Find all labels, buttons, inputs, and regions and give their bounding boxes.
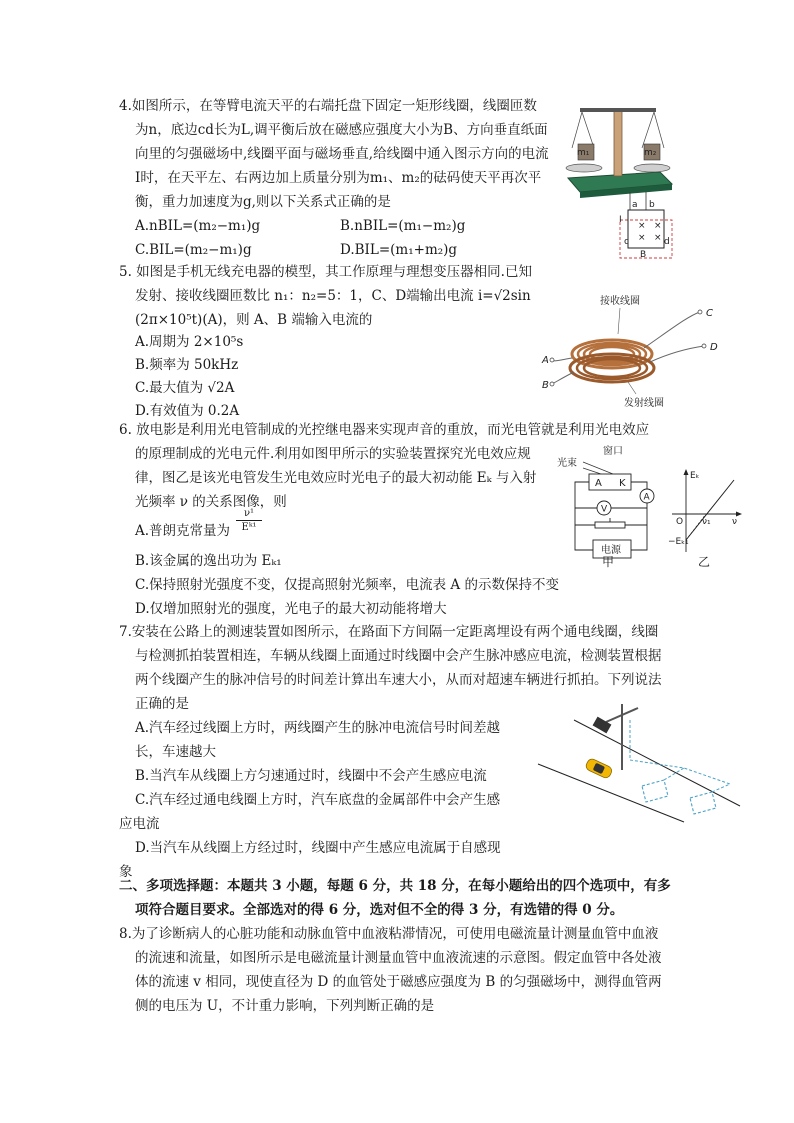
- q4-option-c: C.BIL=(m₂−m₁)g: [135, 242, 252, 258]
- q7-stem-line-1: 7.安装在公路上的测速装置如图所示，在路面下方间隔一定距离埋设有两个通电线圈，线圈: [119, 624, 659, 640]
- current-balance-figure: [560, 92, 678, 264]
- q6-option-c: C.保持照射光强度不变，仅提高照射光频率，电流表 A 的示数保持不变: [135, 577, 559, 593]
- label-current-i: I: [619, 215, 622, 225]
- q4-option-d: D.BIL=(m₁+m₂)g: [340, 242, 458, 258]
- q6-stem-line-3: 律，图乙是该光电管发生光电效应时光电子的最大初动能 Eₖ 与入射: [135, 470, 537, 486]
- label-c: c: [624, 237, 629, 247]
- q6-option-a-numerator: ν¹: [236, 508, 262, 521]
- q8-stem-line-4: 侧的电压为 U，不计重力影响，下列判断正确的是: [135, 998, 435, 1014]
- induction-coil-2: [690, 792, 716, 814]
- field-cross-3: ×: [638, 233, 646, 243]
- induction-coil-1: [642, 780, 668, 802]
- graph-x-tick: ν₁: [702, 517, 711, 527]
- field-cross-4: ×: [654, 233, 662, 243]
- graph-y-label: Eₖ: [690, 471, 700, 481]
- q6-option-a-prefix: A.普朗克常量为: [135, 523, 231, 539]
- terminal-c: C: [706, 308, 713, 319]
- q4-stem-line-2: 为n，底边cd长为L,调平衡后放在磁感应强度大小为B、方向垂直纸面: [135, 122, 548, 138]
- q4-option-a: A.nBIL=(m₂−m₁)g: [135, 218, 261, 234]
- q7-option-a-line-2: 长，车速越大: [135, 744, 216, 760]
- terminal-d: D: [710, 342, 718, 353]
- power-source-label: 电源: [601, 545, 621, 556]
- q7-option-a-line-1: A.汽车经过线圈上方时，两线圈产生的脉冲电流信号时间差越: [135, 720, 501, 736]
- q5-option-c: C.最大值为 √2A: [135, 380, 235, 396]
- photoelectric-circuit-figure: [555, 442, 667, 568]
- field-cross-1: ×: [638, 221, 646, 231]
- q4-stem-line-4: I时，在天平左、右两边加上质量分别为m₁、m₂的砝码使天平再次平: [135, 170, 542, 186]
- ammeter-label: A: [643, 492, 650, 503]
- q7-option-c-line-1: C.汽车经过通电线圈上方时，汽车底盘的金属部件中会产生感: [135, 792, 501, 808]
- q5-stem-line-3: (2π×10⁵t)(A)，则 A、B 端输入电流的: [135, 312, 373, 328]
- light-beam-label: 光束: [557, 458, 577, 469]
- q8-stem-line-2: 的流速和流量，如图所示是电磁流量计测量血管中血液流速的示意图。假定血管中各处液: [135, 950, 662, 966]
- q6-option-a-denominator: Eᵏ¹: [241, 522, 257, 533]
- q7-option-d-line-1: D.当汽车从线圈上方经过时，线圈中产生感应电流属于自感现: [135, 840, 501, 856]
- graph-y-tick: −Eₖ₁: [668, 537, 689, 547]
- q6-stem-line-2: 的原理制成的光电元件.利用如图甲所示的实验装置探究光电效应规: [135, 446, 531, 462]
- q6-option-d: D.仅增加照射光的强度，光电子的最大初动能将增大: [135, 601, 447, 617]
- cathode-label: K: [619, 478, 626, 489]
- label-m2: m₂: [644, 148, 657, 158]
- receive-coil-label: 接收线圈: [600, 296, 640, 307]
- window-label: 窗口: [603, 446, 623, 457]
- q7-option-d-line-2: 象: [119, 864, 133, 880]
- label-m1: m₁: [577, 148, 590, 158]
- q5-stem-line-1: 5. 如图是手机无线充电器的模型，其工作原理与理想变压器相同.已知: [119, 264, 532, 280]
- send-coil-label: 发射线圈: [624, 398, 664, 409]
- q7-option-c-line-2: 应电流: [119, 816, 160, 832]
- anode-label: A: [595, 478, 602, 489]
- graph-x-label: ν: [732, 517, 738, 527]
- q8-stem-line-3: 体的流速 v 相同，现使直径为 D 的血管处于磁感应强度为 B 的匀强磁场中，测得血管两: [135, 974, 662, 990]
- label-a: a: [632, 200, 638, 210]
- field-cross-2: ×: [654, 221, 662, 231]
- q4-stem-line-5: 衡，重力加速度为g,则以下关系式正确的是: [135, 194, 391, 210]
- terminal-b: B: [542, 380, 549, 391]
- q5-option-b: B.频率为 50kHz: [135, 357, 239, 373]
- q4-stem-line-1: 4.如图所示，在等臂电流天平的右端托盘下固定一矩形线圈，线圈匝数: [119, 98, 537, 114]
- q8-stem-line-1: 8.为了诊断病人的心脏功能和动脉血管中血液粘滞情况，可使用电磁流量计测量血管中血液: [119, 926, 659, 942]
- q7-stem-line-4: 正确的是: [135, 696, 189, 712]
- label-b: b: [649, 200, 655, 210]
- figure-a-caption: 甲: [602, 555, 615, 569]
- q4-stem-line-3: 向里的匀强磁场中,线圈平面与磁场垂直,给线圈中通入图示方向的电流: [135, 146, 549, 162]
- q7-stem-line-2: 与检测抓拍装置相连，车辆从线圈上面通过时线圈中会产生脉冲感应电流，检测装置根据: [135, 648, 662, 664]
- figure-b-caption: 乙: [698, 555, 711, 569]
- car-icon: [585, 757, 614, 779]
- voltmeter-label: V: [601, 504, 608, 515]
- wireless-charger-figure: [540, 290, 730, 410]
- speed-camera-figure: [534, 698, 744, 824]
- section-2-heading-line-1: 二、多项选择题：本题共 3 小题，每题 6 分，共 18 分，在每小题给出的四个选项中，有多: [119, 878, 671, 894]
- label-b-field: B: [640, 250, 647, 260]
- q6-option-b: B.该金属的逸出功为 Eₖ₁: [135, 553, 282, 569]
- q7-option-b: B.当汽车从线圈上方匀速通过时，线圈中不会产生感应电流: [135, 768, 487, 784]
- q6-stem-line-4: 光频率 ν 的关系图像，则: [135, 494, 287, 510]
- terminal-a: A: [542, 355, 549, 366]
- q6-stem-line-1: 6. 放电影是利用光电管制成的光控继电器来实现声音的重放，而光电管就是利用光电效应: [119, 422, 650, 438]
- q5-stem-line-2: 发射、接收线圈匝数比 n₁：n₂=5：1，C、D端输出电流 i=√2sin: [135, 288, 531, 304]
- ek-frequency-graph: [668, 466, 744, 556]
- graph-origin: O: [676, 517, 684, 527]
- ek-nu-line: [686, 480, 734, 540]
- q5-option-a: A.周期为 2×10⁵s: [135, 334, 244, 350]
- q7-stem-line-3: 两个线圈产生的脉冲信号的时间差计算出车速大小，从而对超速车辆进行抓拍。下列说法: [135, 672, 662, 688]
- label-d: d: [664, 237, 670, 247]
- q4-option-b: B.nBIL=(m₁−m₂)g: [340, 218, 466, 234]
- q5-option-d: D.有效值为 0.2A: [135, 403, 240, 419]
- section-2-heading-line-2: 项符合题目要求。全部选对的得 6 分，选对但不全的得 3 分，有选错的得 0 分。: [135, 902, 624, 918]
